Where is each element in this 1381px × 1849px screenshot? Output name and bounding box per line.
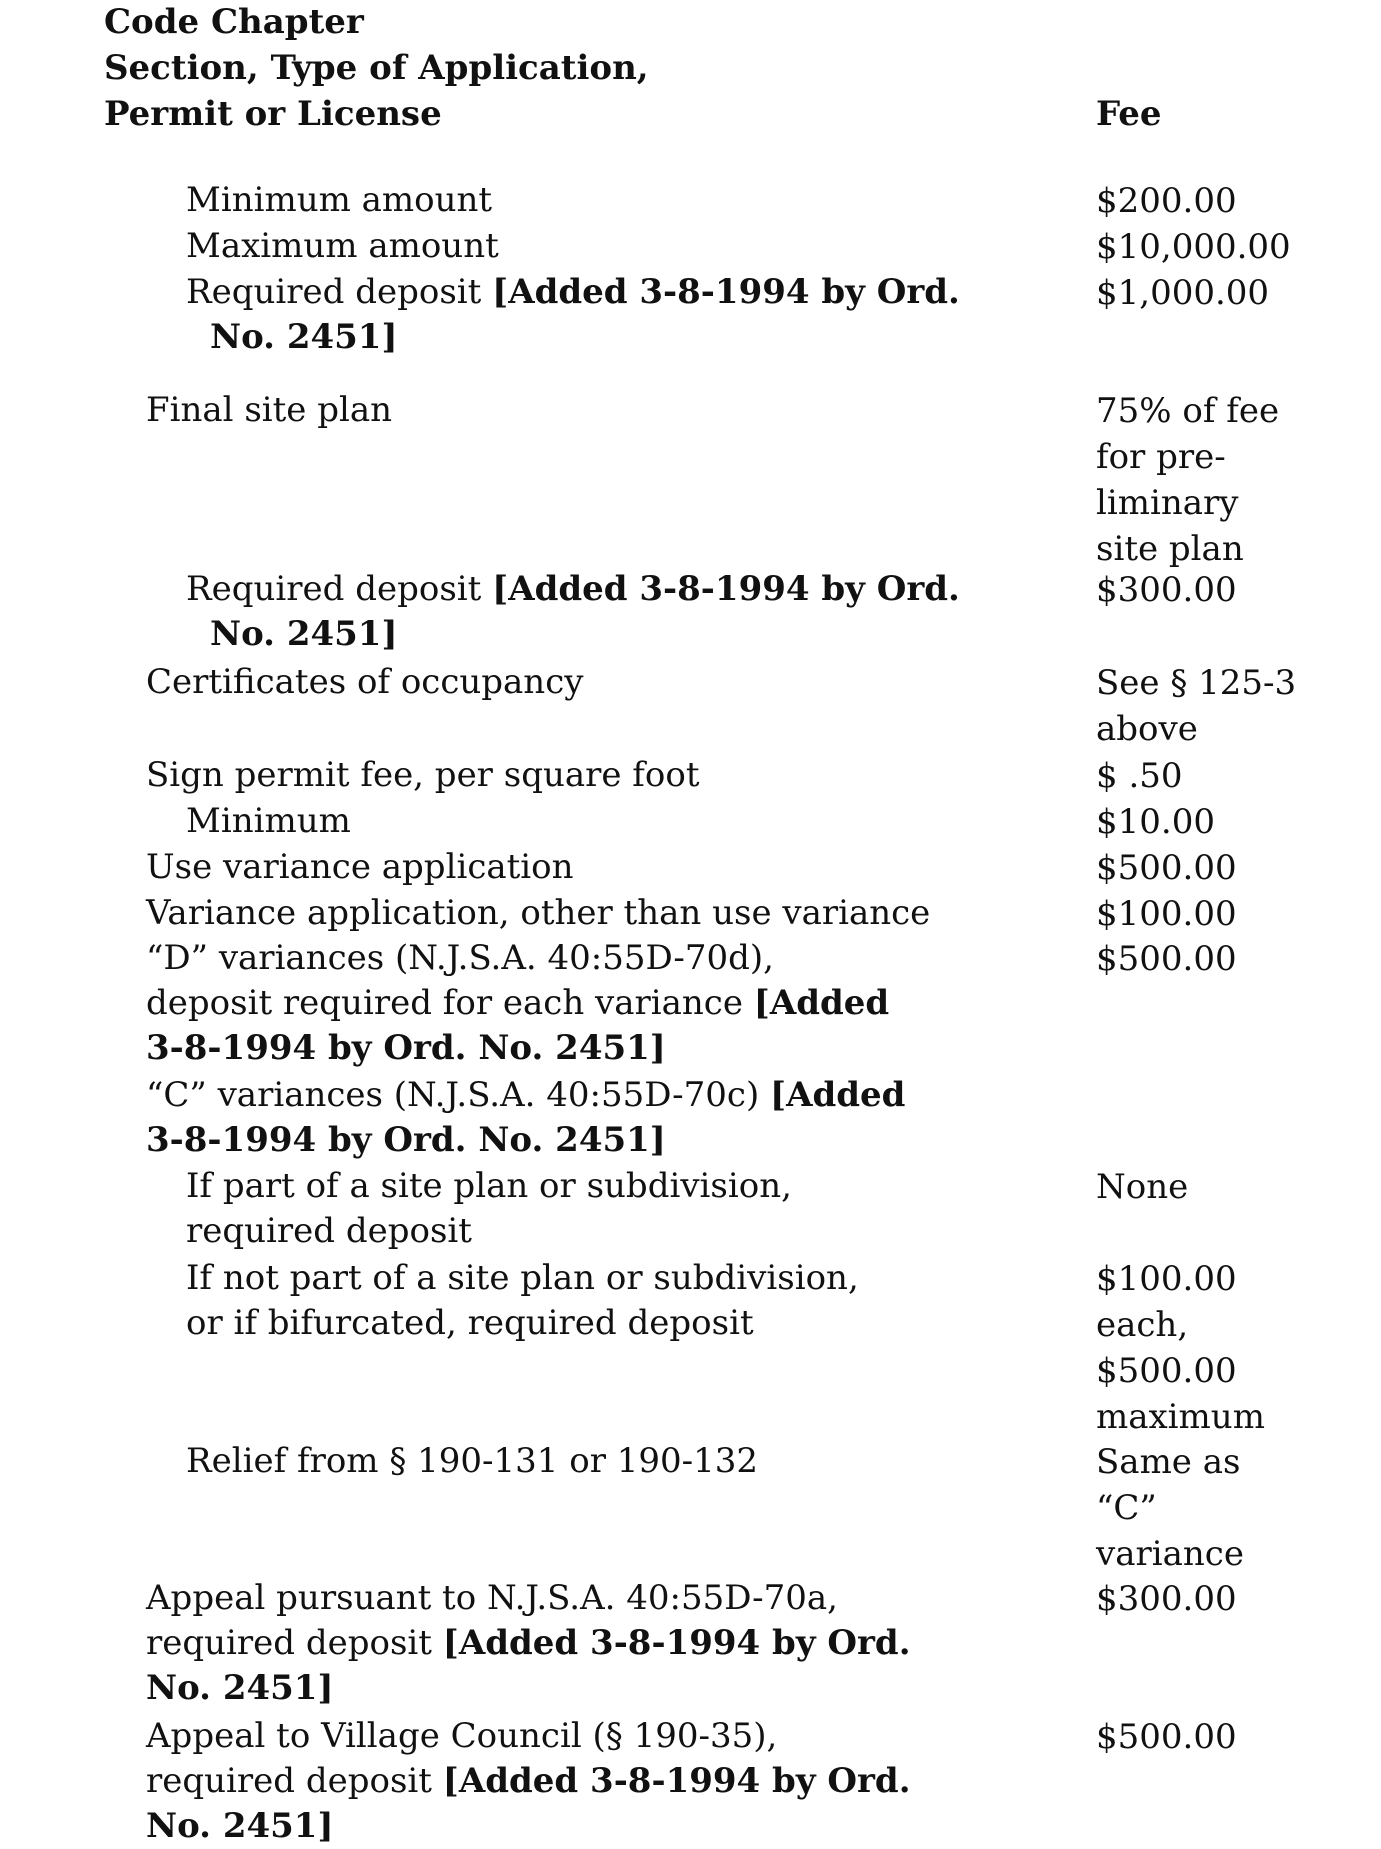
fee-amount-line: See § 125-3 <box>1096 663 1297 703</box>
fee-amount <box>1096 1576 1336 1622</box>
fee-amount-line: $300.00 <box>1096 1579 1237 1619</box>
description-text: Variance application, other than use variance <box>146 893 931 933</box>
fee-row-description <box>146 1576 911 1711</box>
fee-amount <box>1096 845 1336 891</box>
fee-amount-line: site plan <box>1096 529 1244 569</box>
description-line <box>186 224 499 269</box>
fee-amount <box>1096 891 1336 937</box>
description-line <box>186 612 960 657</box>
fee-amount <box>1096 1256 1336 1440</box>
amendment-citation: No. 2451] <box>210 317 398 357</box>
fee-amount-line: liminary <box>1096 483 1239 523</box>
description-text: Appeal pursuant to N.J.S.A. 40:55D-70a, <box>146 1578 838 1618</box>
description-text: Appeal to Village Council (§ 190-35), <box>146 1716 778 1756</box>
fee-amount-line: $500.00 <box>1096 939 1237 979</box>
description-line <box>186 1164 792 1209</box>
fee-row-description <box>146 845 574 890</box>
fee-row-description <box>186 567 960 657</box>
fee-amount <box>1096 936 1336 982</box>
fee-amount-line: $100.00 <box>1096 894 1237 934</box>
fee-amount-line: above <box>1096 709 1198 749</box>
description-text: required deposit <box>186 1211 472 1251</box>
description-line <box>146 1118 905 1163</box>
fee-amount <box>1096 1714 1336 1760</box>
description-line <box>146 1666 911 1711</box>
fee-row-description <box>186 224 499 269</box>
description-line <box>146 981 889 1026</box>
description-line <box>146 1714 911 1759</box>
description-line <box>186 1209 792 1254</box>
description-line <box>146 891 930 936</box>
fee-amount <box>1096 660 1336 752</box>
description-text: Minimum <box>186 801 351 841</box>
fee-row-description <box>146 753 700 798</box>
description-text: Relief from § 190-131 or 190-132 <box>186 1441 759 1481</box>
description-line <box>146 1026 889 1071</box>
description-text: Required deposit <box>186 272 493 312</box>
fee-amount-line: maximum <box>1096 1397 1265 1437</box>
description-line <box>146 1576 911 1621</box>
description-text: Required deposit <box>186 569 493 609</box>
amendment-citation: No. 2451] <box>210 614 398 654</box>
fee-row-description <box>186 178 492 223</box>
fee-row-description <box>186 799 351 844</box>
fee-amount-line: $500.00 <box>1096 848 1237 888</box>
description-line <box>186 799 351 844</box>
description-text: “D” variances (N.J.S.A. 40:55D-70d), <box>146 938 774 978</box>
permit-license-heading: Permit or License <box>104 94 442 134</box>
fee-amount-line: “C” <box>1096 1488 1157 1528</box>
fee-amount-line: $300.00 <box>1096 570 1237 610</box>
fee-amount-line: $100.00 <box>1096 1259 1237 1299</box>
fee-amount <box>1096 567 1336 613</box>
fee-amount-line: each, <box>1096 1305 1189 1345</box>
fee-row-description <box>146 1073 905 1163</box>
fee-amount-line: $10.00 <box>1096 802 1215 842</box>
amendment-citation: [Added 3-8-1994 by Ord. <box>492 569 960 609</box>
fee-amount-line: $ .50 <box>1096 756 1183 796</box>
fee-amount <box>1096 753 1336 799</box>
description-line <box>186 1256 859 1301</box>
description-line <box>146 660 583 705</box>
description-text: Certificates of occupancy <box>146 662 584 702</box>
section-type-heading: Section, Type of Application, <box>104 48 649 88</box>
fee-amount <box>1096 178 1336 224</box>
amendment-citation: 3-8-1994 by Ord. No. 2451] <box>146 1120 666 1160</box>
description-line <box>146 388 392 433</box>
amendment-citation: [Added 3-8-1994 by Ord. <box>492 272 960 312</box>
description-line <box>146 1073 905 1118</box>
fee-row-description <box>146 1714 911 1849</box>
fee-amount-line: Same as <box>1096 1442 1241 1482</box>
fee-amount-line: $200.00 <box>1096 181 1237 221</box>
description-line <box>186 315 960 360</box>
amendment-citation: 3-8-1994 by Ord. No. 2451] <box>146 1028 666 1068</box>
fee-row-description <box>186 1164 792 1254</box>
fee-amount-line: variance <box>1096 1534 1244 1574</box>
fee-amount <box>1096 1164 1336 1210</box>
description-text: If part of a site plan or subdivision, <box>186 1166 792 1206</box>
description-text: Use variance application <box>146 847 574 887</box>
amendment-citation: No. 2451] <box>146 1668 334 1708</box>
fee-row-description <box>186 270 960 360</box>
fee-amount-line: 75% of fee <box>1096 391 1280 431</box>
description-text: Sign permit fee, per square foot <box>146 755 700 795</box>
description-text: Final site plan <box>146 390 393 430</box>
amendment-citation: No. 2451] <box>146 1806 334 1846</box>
description-line <box>146 753 700 798</box>
fee-column-heading: Fee <box>1096 94 1162 134</box>
description-line <box>146 1759 911 1804</box>
description-text: Minimum amount <box>186 180 493 220</box>
fee-amount-line: for pre- <box>1096 437 1226 477</box>
fee-row-description <box>146 660 583 705</box>
fee-amount <box>1096 270 1336 316</box>
description-line <box>186 270 960 315</box>
amendment-citation: [Added 3-8-1994 by Ord. <box>442 1761 911 1801</box>
description-line <box>146 845 574 890</box>
description-text: or if bifurcated, required deposit <box>186 1303 754 1343</box>
fee-amount-line: $10,000.00 <box>1096 227 1291 267</box>
description-line <box>146 936 889 981</box>
description-text: required deposit <box>146 1761 443 1801</box>
description-line <box>146 1804 911 1849</box>
description-line <box>186 1439 758 1484</box>
fee-amount-line: $500.00 <box>1096 1717 1237 1757</box>
fee-amount <box>1096 388 1336 572</box>
description-text: deposit required for each variance <box>146 983 754 1023</box>
fee-row-description <box>146 936 889 1071</box>
description-text: required deposit <box>146 1623 443 1663</box>
description-text: If not part of a site plan or subdivision, <box>186 1258 859 1298</box>
amendment-citation: [Added 3-8-1994 by Ord. <box>442 1623 911 1663</box>
fee-amount <box>1096 224 1336 270</box>
fee-row-description <box>186 1256 859 1346</box>
fee-row-description <box>186 1439 758 1484</box>
fee-row-description <box>146 891 930 936</box>
description-line <box>186 567 960 612</box>
code-chapter-heading: Code Chapter <box>104 2 364 42</box>
fee-amount-line: $500.00 <box>1096 1351 1237 1391</box>
fee-amount <box>1096 799 1336 845</box>
description-line <box>186 178 492 223</box>
description-line <box>146 1621 911 1666</box>
fee-amount <box>1096 1439 1336 1577</box>
description-line <box>186 1301 859 1346</box>
description-text: “C” variances (N.J.S.A. 40:55D-70c) <box>146 1075 771 1115</box>
amendment-citation: [Added <box>753 983 890 1023</box>
description-text: Maximum amount <box>186 226 499 266</box>
fee-row-description <box>146 388 392 433</box>
amendment-citation: [Added <box>770 1075 906 1115</box>
fee-amount-line: $1,000.00 <box>1096 273 1270 313</box>
fee-amount-line: None <box>1096 1167 1189 1207</box>
